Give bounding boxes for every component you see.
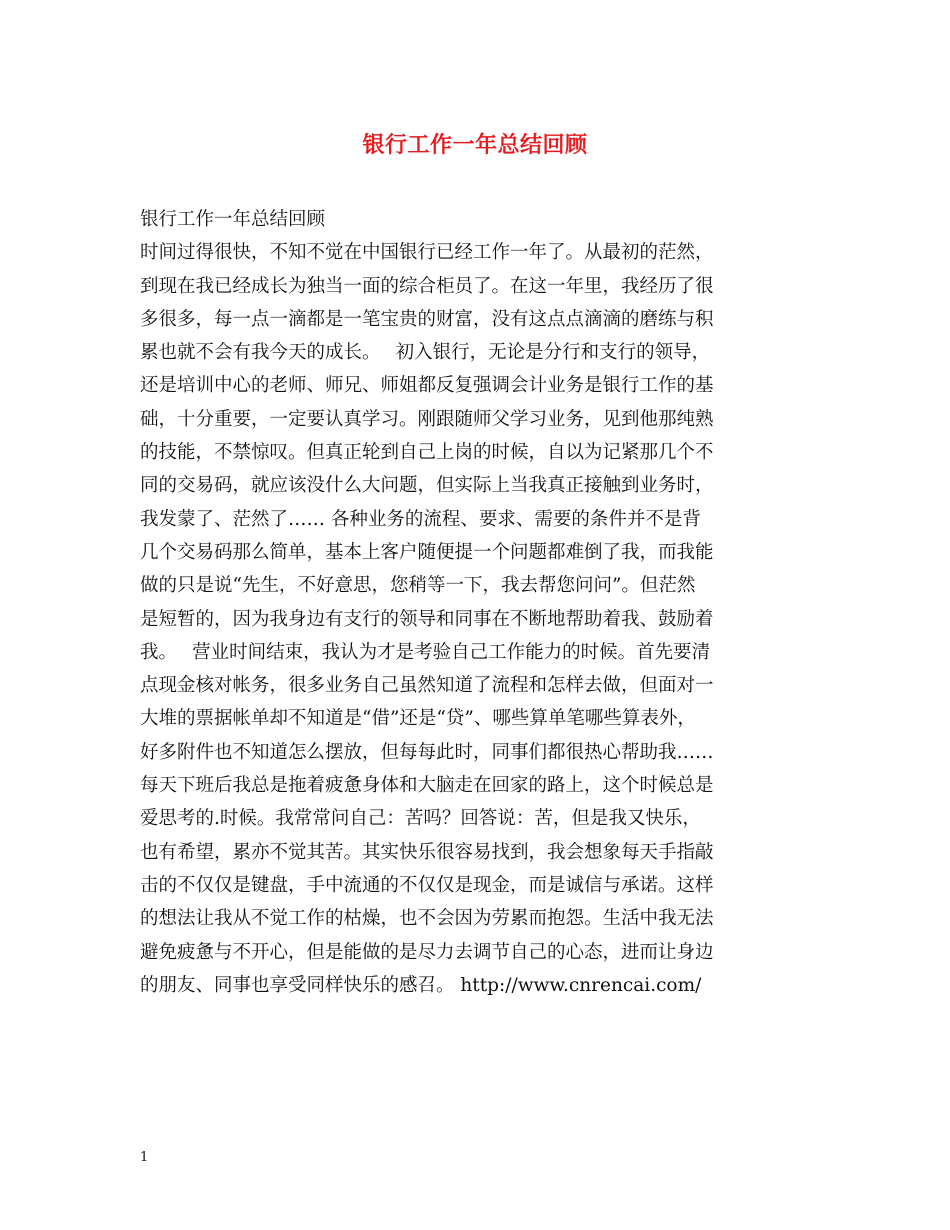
body-line: 础，十分重要，一定要认真学习。刚跟随师父学习业务，见到他那纯熟: [140, 408, 714, 430]
body-line: 做的只是说“先生，不好意思，您稍等一下，我去帮您问问”。但茫然: [140, 575, 696, 597]
body-line: 几个交易码那么简单，基本上客户随便提一个问题都难倒了我，而我能: [140, 541, 714, 563]
body-line: 时间过得很快，不知不觉在中国银行已经工作一年了。从最初的茫然，: [140, 242, 714, 264]
body-line: 好多附件也不知道怎么摆放，但每每此时，同事们都很热心帮助我……: [140, 741, 714, 763]
body-line: 避免疲惫与不开心，但是能做的是尽力去调节自己的心态，进而让身边: [140, 941, 714, 963]
document-body: [140, 203, 840, 1002]
body-line: 每天下班后我总是拖着疲惫身体和大脑走在回家的路上，这个时候总是: [140, 775, 714, 797]
body-line: 击的不仅仅是键盘，手中流通的不仅仅是现金，而是诚信与承诺。这样: [140, 874, 714, 896]
body-line: 同的交易码，就应该没什么大问题，但实际上当我真正接触到业务时，: [140, 475, 714, 497]
body-line: 的技能，不禁惊叹。但真正轮到自己上岗的时候，自以为记紧那几个不: [140, 442, 714, 464]
body-line: 我发蒙了、茫然了…… 各种业务的流程、要求、需要的条件并不是背: [140, 508, 701, 530]
body-line: 还是培训中心的老师、师兄、师姐都反复强调会计业务是银行工作的基: [140, 375, 714, 397]
body-line: 银行工作一年总结回顾: [140, 209, 326, 230]
body-line: 累也就不会有我今天的成长。 初入银行，无论是分行和支行的领导，: [140, 342, 711, 364]
body-line: 点现金核对帐务，很多业务自己虽然知道了流程和怎样去做，但面对一: [140, 675, 714, 697]
body-line: 大堆的票据帐单却不知道是“借”还是“贷”、哪些算单笔哪些算表外，: [140, 708, 696, 730]
body-line: 的朋友、同事也享受同样快乐的感召。 http://www.cnrencai.com/: [140, 974, 702, 996]
body-line: 我。 营业时间结束，我认为才是考验自己工作能力的时候。首先要清: [140, 641, 711, 663]
body-line: 也有希望，累亦不觉其苦。其实快乐很容易找到，我会想象每天手指敲: [140, 841, 714, 863]
body-line: 的想法让我从不觉工作的枯燥，也不会因为劳累而抱怨。生活中我无法: [140, 908, 714, 930]
body-line: 多很多，每一点一滴都是一笔宝贵的财富，没有这点点滴滴的磨练与积: [140, 308, 714, 330]
body-line: 爱思考的.时候。我常常问自己：苦吗？回答说：苦，但是我又快乐，: [140, 808, 701, 830]
body-line: 到现在我已经成长为独当一面的综合柜员了。在这一年里，我经历了很: [140, 275, 714, 297]
body-line: 是短暂的，因为我身边有支行的领导和同事在不断地帮助着我、鼓励着: [140, 608, 714, 630]
page-number: 1: [140, 1150, 149, 1165]
document-title: 银行工作一年总结回顾: [362, 132, 588, 158]
